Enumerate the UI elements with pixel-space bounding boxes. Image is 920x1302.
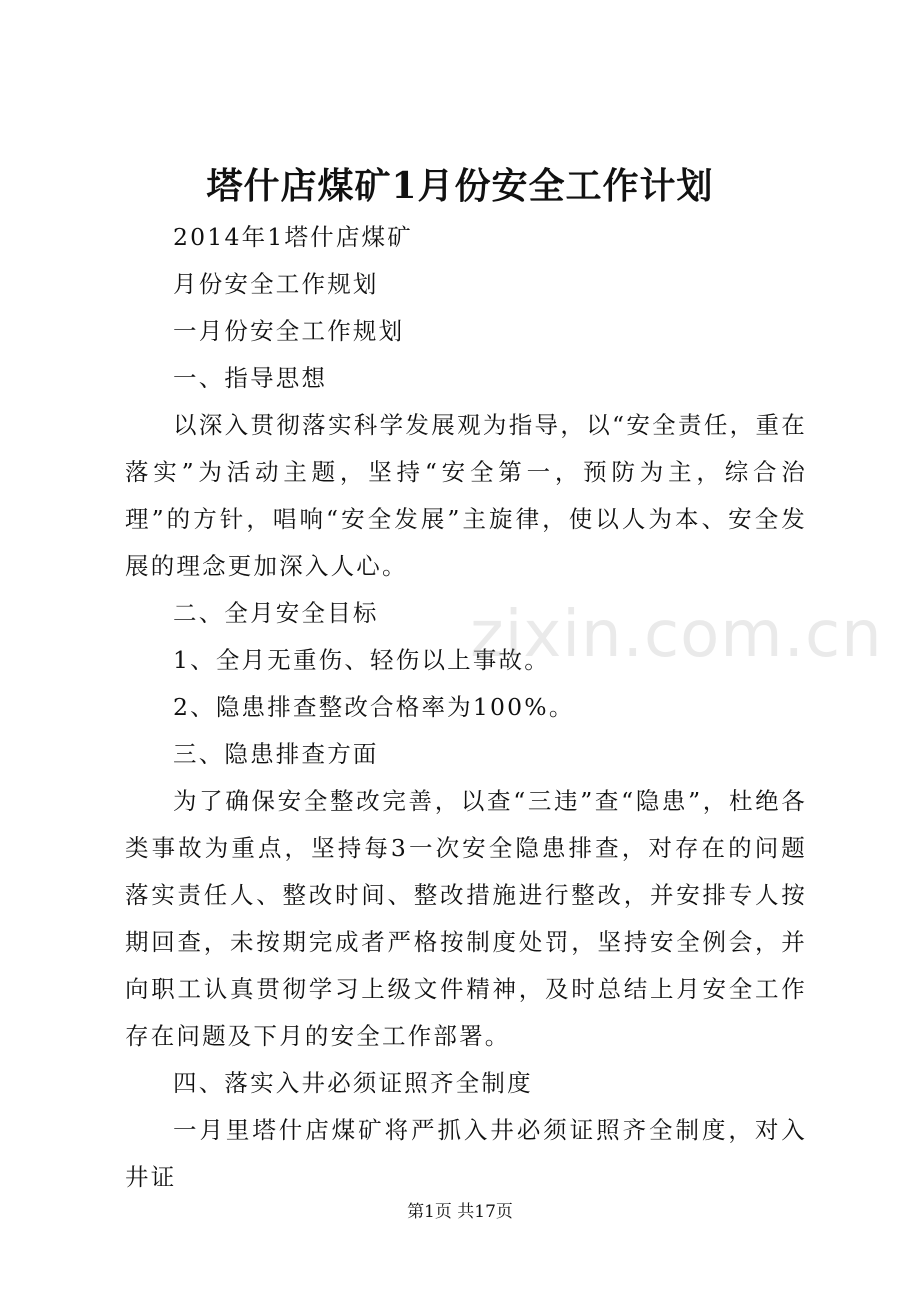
page-footer: 第1页 共17页 <box>407 1202 513 1222</box>
document-title: 塔什店煤矿1月份安全工作计划 <box>206 165 714 207</box>
paragraph: 月份安全工作规划 <box>173 270 379 298</box>
section-heading: 一、指导思想 <box>173 364 328 392</box>
paragraph: 一月里塔什店煤矿将严抓入井必须证照齐全制度，对入井证 <box>125 1116 807 1191</box>
list-item: 2、隐患排查整改合格率为100%。 <box>173 693 575 721</box>
paragraph: 2014年1塔什店煤矿 <box>173 223 413 251</box>
watermark: zixin.com.cn <box>470 598 883 672</box>
document-body <box>125 214 807 1201</box>
paragraph: 为了确保安全整改完善，以查“三违”查“隐患”，杜绝各类事故为重点，坚持每3一次安全隐患排查，对存在的问题落实责任人、整改时间、整改措施进行整改，并安排专人按期回查，未按期完成者严格按制度处罚，坚持安全例会，并向职工认真贯彻学习上级文件精神，及时总结上月安全工作存在问题及下月的安全工作部署。 <box>125 787 807 1050</box>
list-item: 1、全月无重伤、轻伤以上事故。 <box>173 646 550 674</box>
paragraph: 一月份安全工作规划 <box>173 317 405 345</box>
section-heading: 二、全月安全目标 <box>173 599 379 627</box>
paragraph: 以深入贯彻落实科学发展观为指导，以“安全责任，重在落实”为活动主题，坚持“安全第一，预防为主，综合治理”的方针，唱响“安全发展”主旋律，使以人为本、安全发展的理念更加深入人心。 <box>125 411 807 580</box>
section-heading: 四、落实入井必须证照齐全制度 <box>173 1069 533 1097</box>
section-heading: 三、隐患排查方面 <box>173 740 379 768</box>
